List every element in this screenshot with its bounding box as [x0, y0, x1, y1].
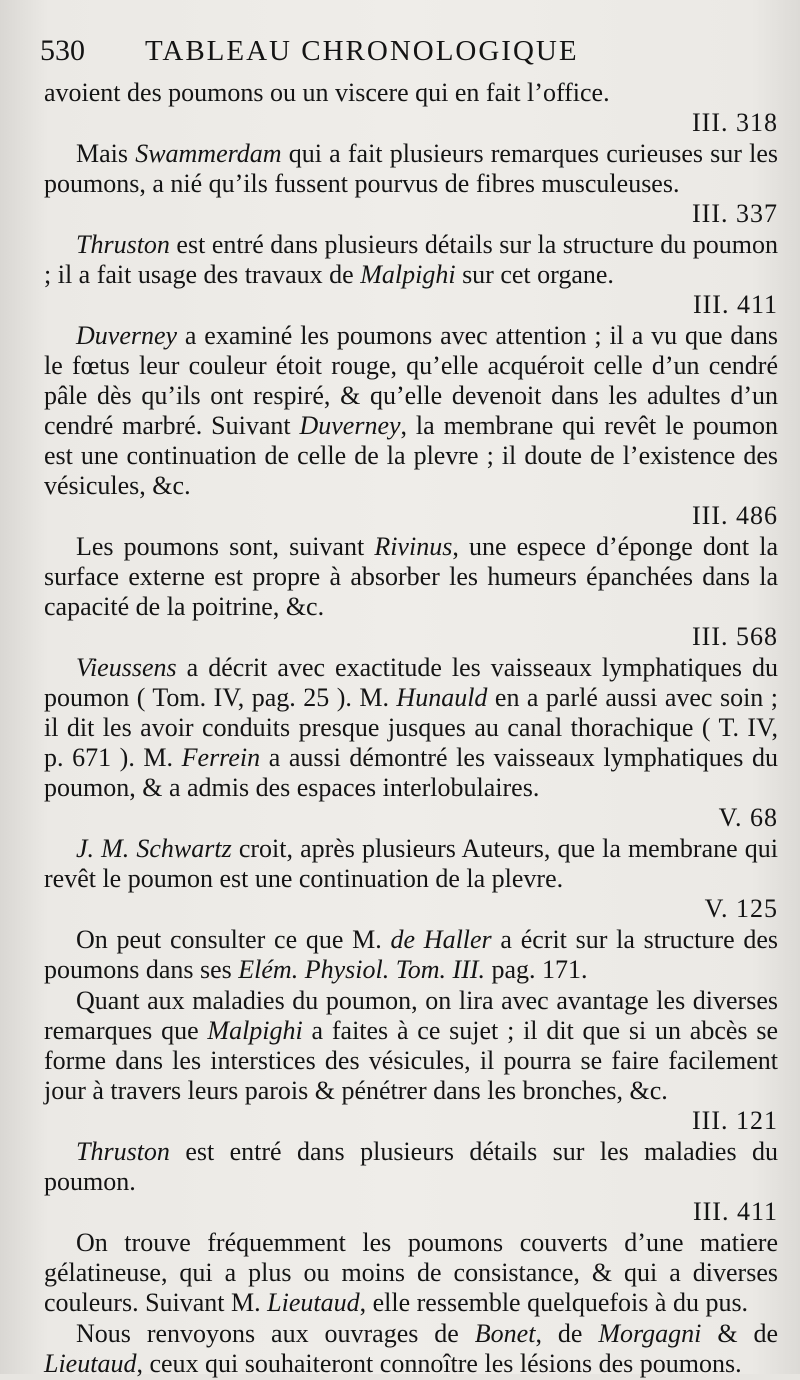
volume-reference: III. 411 [692, 1197, 778, 1226]
author-name: Ferrein [181, 743, 261, 772]
entry-paragraph [44, 321, 778, 531]
volume-reference: III. 486 [692, 501, 778, 530]
entry-text: a faites à ce sujet ; il dit que si un abcès se forme dans les interstices des vésicules, il pourra se faire facilement jour à travers leurs parois & pénétrer dans les bronches, &c. [44, 1016, 778, 1105]
author-name: Lieutaud [267, 1288, 360, 1317]
page-header [40, 34, 760, 78]
entry-text: , une espece d’éponge dont la surface externe est propre à absorber les humeurs épanchées dans la capacité de la poitrine, &c. [44, 532, 778, 621]
page-number: 530 [40, 34, 85, 67]
volume-reference: III. 411 [692, 290, 778, 319]
entry-text: avoient des poumons ou un viscere qui en fait l’office. [44, 78, 610, 107]
author-name: Thruston [76, 230, 170, 259]
entry-paragraph [44, 139, 778, 229]
entry-paragraph [44, 78, 778, 138]
entry-paragraph [44, 653, 778, 833]
entry-paragraph [44, 1228, 778, 1318]
entry-paragraph [44, 532, 778, 652]
volume-reference: III. 318 [692, 108, 778, 137]
entry-text: Mais [76, 139, 136, 168]
entry-text: , la membrane qui revêt le poumon est une continuation de celle de la plevre ; il doute de l’existence des vésicules, &c. [44, 411, 778, 500]
entry-text: Les poumons sont, suivant [76, 532, 375, 561]
entry-text: On peut consulter ce que M. [76, 925, 391, 954]
running-head: TABLEAU CHRONOLOGIQUE [145, 35, 579, 67]
author-name: Duverney [299, 411, 401, 440]
entry-text: Nous renvoyons aux ouvrages de [76, 1319, 475, 1348]
entry-text: a écrit sur la structure des poumons dans ses [44, 925, 779, 984]
entry-text: a examiné les poumons avec attention ; il a vu que dans le fœtus leur couleur étoit rouge, qu’elle acquéroit celle d’un cendré pâle dès qu’ils ont respiré, & qu’elle devenoit dans les adultes d’un cendré marbré. Suivant [44, 321, 778, 440]
entry-text: , de [535, 1319, 599, 1348]
entry-text: Quant aux maladies du poumon, on lira avec avantage les diverses remarques que [44, 986, 778, 1045]
author-name: J. M. Schwartz [76, 834, 232, 863]
entry-paragraph [44, 230, 778, 320]
author-name: Bonet [474, 1319, 536, 1348]
author-name: Rivinus [374, 532, 453, 561]
entry-text: sur cet organe. [455, 260, 614, 289]
entry-text: & de [701, 1319, 779, 1348]
entry-paragraph [44, 986, 778, 1136]
author-name: Elém. Physiol. Tom. III. [238, 955, 486, 984]
entry-text: a aussi démontré les vaisseaux lymphatiques du poumon, & a admis des espaces interlobulaires. [44, 743, 779, 802]
entry-text: qui a fait plusieurs remarques curieuses sur les poumons, a nié qu’ils fussent pourvus de fibres musculeuses. [44, 139, 779, 198]
volume-reference: III. 568 [692, 622, 778, 651]
volume-reference: III. 121 [692, 1106, 778, 1135]
entry-text: est entré dans plusieurs détails sur la structure du poumon ; il a fait usage des travaux de [44, 230, 778, 289]
volume-reference: III. 337 [692, 199, 778, 228]
entry-text: On trouve fréquemment les poumons couverts d’une matiere gélatineuse, qui a plus ou moins de consistance, & qui a diverses couleurs. Suivant M. [44, 1228, 778, 1317]
volume-reference: V. 125 [704, 894, 778, 923]
author-name: Lieutaud [44, 1349, 137, 1378]
author-name: Swammerdam [135, 139, 282, 168]
volume-reference: V. 68 [718, 803, 778, 832]
entry-paragraph [44, 1319, 778, 1379]
entry-text: pag. 171. [485, 955, 588, 984]
entry-paragraph [44, 1137, 778, 1227]
entry-paragraph [44, 925, 778, 985]
entry-text: a décrit avec exactitude les vaisseaux lymphatiques du poumon ( Tom. IV, pag. 25 ). M. [44, 653, 778, 712]
body-text [44, 78, 778, 1380]
entry-paragraph [44, 834, 778, 924]
entry-text: croit, après plusieurs Auteurs, que la membrane qui revêt le poumon est une continuation de la plevre. [44, 834, 778, 893]
author-name: Duverney [76, 321, 178, 350]
author-name: Vieussens [76, 653, 177, 682]
entry-text: , ceux qui souhaiteront connoître les lésions des poumons. [136, 1349, 742, 1378]
entry-text: est entré dans plusieurs détails sur les maladies du poumon. [44, 1137, 778, 1196]
entry-text: , elle ressemble quelquefois à du pus. [359, 1288, 749, 1317]
author-name: Morgagni [598, 1319, 702, 1348]
author-name: Malpighi [207, 1016, 303, 1045]
author-name: de Haller [390, 925, 492, 954]
author-name: Thruston [76, 1137, 170, 1166]
author-name: Malpighi [360, 260, 456, 289]
entry-text: en a parlé aussi avec soin ; il dit les avoir conduits presque jusques au canal thorachique ( T. IV, p. 671 ). M. [44, 683, 778, 772]
author-name: Hunauld [396, 683, 488, 712]
